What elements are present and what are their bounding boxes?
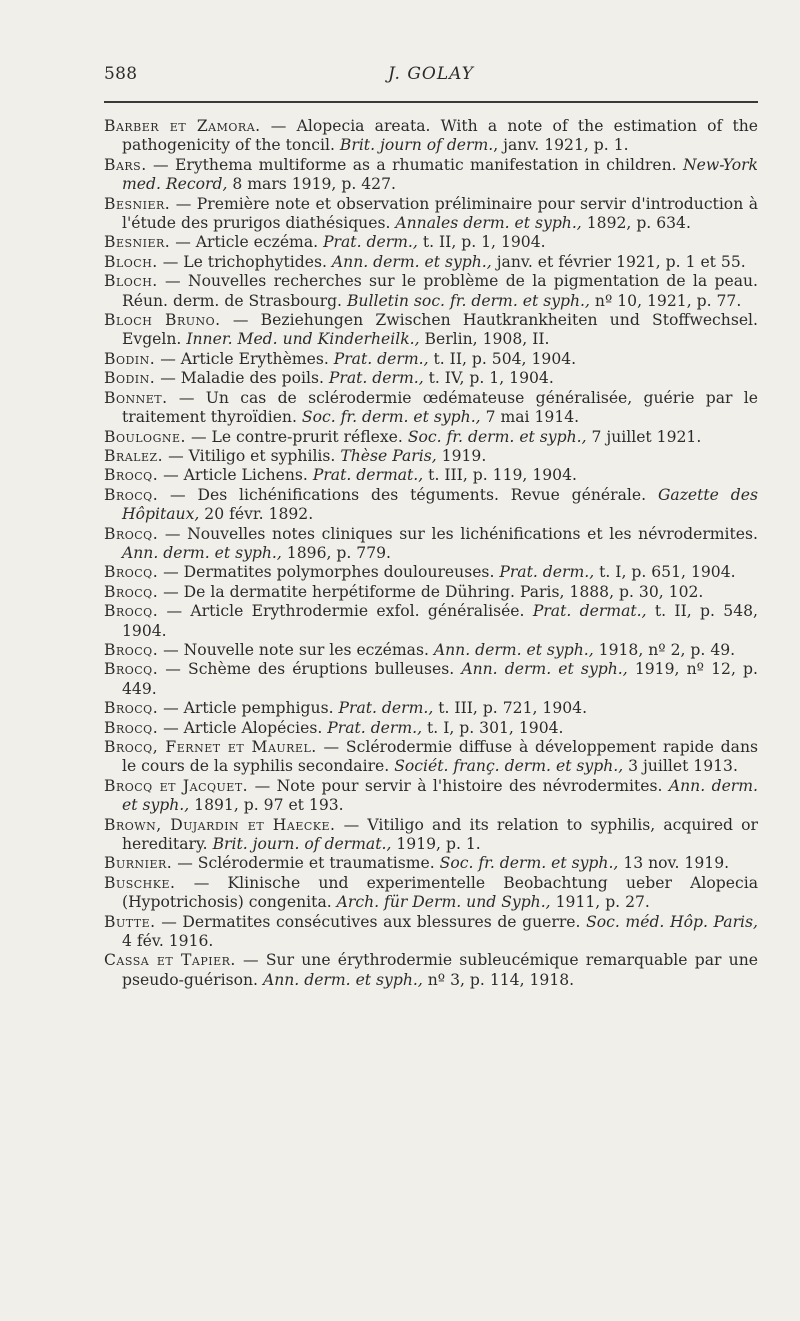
- entry-reference: 1919, nº 12, p. 449.: [122, 660, 758, 698]
- entry-title: — Un cas de sclérodermie œdémateuse généralisée, guérie par le traitement thyroïdien.: [122, 388, 758, 427]
- bibliography-entry: [104, 466, 758, 485]
- entry-journal: Thèse Paris,: [340, 446, 437, 465]
- entry-authors: Brocq, Fernet et Maurel.: [104, 738, 317, 756]
- bibliography-entry: [104, 699, 758, 718]
- entry-authors: Buschke.: [104, 873, 176, 892]
- entry-reference: t. II, p. 548, 1904.: [122, 602, 758, 640]
- bibliography-entry: [104, 777, 758, 816]
- entry-title: — Nouvelle note sur les eczémas.: [158, 640, 434, 659]
- entry-journal: Prat. derm.,: [328, 369, 424, 388]
- entry-journal: Soc. méd. Hôp. Paris,: [586, 912, 758, 931]
- bibliography-entry: [104, 563, 758, 582]
- entry-authors: Brocq.: [104, 699, 159, 718]
- entry-title: — Article Alopécies.: [158, 718, 328, 737]
- entry-reference: 20 févr. 1892.: [199, 505, 314, 524]
- page-header: [104, 64, 758, 90]
- entry-journal: New-York med. Record,: [122, 155, 758, 194]
- entry-journal: Ann. derm. et syph.,: [122, 543, 282, 562]
- entry-reference: 1892, p. 634.: [581, 214, 691, 233]
- entry-title: — Nouvelles recherches sur le problème de la pigmentation de la peau. Réun. derm. de Strasbourg.: [122, 272, 758, 310]
- entry-reference: 1896, p. 779.: [281, 543, 392, 562]
- entry-journal: Ann. derm. et syph.,: [433, 640, 594, 659]
- entry-reference: 1919, p. 1.: [391, 835, 481, 854]
- entry-title: — Des lichénifications des téguments. Revue générale.: [158, 485, 658, 504]
- entry-title: — Article Erythèmes.: [155, 349, 334, 368]
- bibliography-entry: [104, 369, 758, 388]
- entry-title: — Vitiligo and its relation to syphilis, acquired or hereditary.: [122, 815, 758, 854]
- entry-journal: Bulletin soc. fr. derm. et syph.,: [346, 291, 590, 310]
- entry-authors: Brown, Dujardin et Haecke.: [104, 815, 336, 834]
- header-rule: [104, 101, 758, 103]
- entry-title: — Première note et observation préliminaire pour servir d'introduction à l'étude des prurigos diathésiques.: [122, 194, 758, 233]
- entry-title: — Article eczéma.: [170, 233, 324, 252]
- entry-journal: Prat. dermat.,: [312, 466, 424, 485]
- entry-reference: 1891, p. 97 et 193.: [189, 796, 344, 815]
- entry-reference: 3 juillet 1913.: [623, 757, 738, 776]
- entry-title: — Sclérodermie diffuse à développement rapide dans le cours de la syphilis secondaire.: [122, 738, 758, 776]
- bibliography-list: [104, 117, 758, 990]
- entry-journal: Prat. derm.,: [333, 349, 429, 368]
- bibliography-entry: [104, 660, 758, 699]
- entry-reference: 7 mai 1914.: [480, 408, 580, 427]
- entry-journal: Brit. journ of derm.: [339, 136, 494, 155]
- entry-journal: Prat. derm.,: [327, 718, 423, 737]
- entry-journal: Brit. journ. of dermat.,: [212, 835, 392, 854]
- entry-reference: 4 fév. 1916.: [122, 932, 214, 951]
- entry-journal: Ann. derm. et syph.,: [461, 660, 628, 679]
- entry-authors: Bloch.: [104, 272, 158, 291]
- entry-authors: Bonnet.: [104, 388, 168, 407]
- entry-reference: 13 nov. 1919.: [618, 854, 730, 873]
- entry-title: — Article pemphigus.: [158, 699, 339, 718]
- entry-reference: t. III, p. 721, 1904.: [433, 699, 588, 718]
- entry-title: — Le trichophytides.: [157, 252, 332, 271]
- entry-authors: Brocq.: [104, 563, 159, 582]
- bibliography-entry: [104, 602, 758, 641]
- entry-reference: 7 juillet 1921.: [586, 427, 702, 446]
- bibliography-entry: [104, 428, 758, 447]
- entry-journal: Ann. derm. et syph.,: [122, 776, 758, 815]
- entry-title: — Maladie des poils.: [155, 369, 329, 388]
- entry-authors: Brocq.: [104, 466, 159, 485]
- entry-journal: Soc. fr. derm. et syph.,: [301, 408, 481, 427]
- entry-authors: Brocq.: [104, 602, 159, 621]
- entry-reference: t. II, p. 1, 1904.: [417, 233, 546, 252]
- entry-title: — De la dermatite herpétiforme de Dühring. Paris, 1888, p. 30, 102.: [158, 582, 704, 601]
- entry-journal: Ann. derm. et syph.,: [262, 970, 423, 989]
- bibliography-entry: [104, 951, 758, 990]
- entry-authors: Brocq.: [104, 582, 159, 601]
- entry-authors: Cassa et Tapier.: [104, 951, 236, 970]
- entry-title: — Vitiligo et syphilis.: [163, 446, 341, 465]
- running-head: J. GOLAY: [388, 64, 474, 84]
- bibliography-entry: [104, 913, 758, 952]
- entry-authors: Besnier.: [104, 194, 171, 213]
- bibliography-entry: [104, 854, 758, 873]
- entry-journal: Prat. derm.,: [499, 563, 595, 582]
- bibliography-entry: [104, 583, 758, 602]
- entry-reference: nº 10, 1921, p. 77.: [589, 291, 742, 310]
- bibliography-entry: [104, 253, 758, 272]
- entry-authors: Brocq.: [104, 718, 159, 737]
- entry-title: — Note pour servir à l'histoire des névrodermites.: [248, 776, 669, 795]
- entry-journal: Arch. für Derm. und Syph.,: [336, 893, 551, 912]
- bibliography-entry: [104, 233, 758, 252]
- page-number: 588: [104, 64, 138, 84]
- entry-reference: Berlin, 1908, II.: [419, 330, 550, 349]
- entry-authors: Brocq et Jacquet.: [104, 776, 249, 795]
- bibliography-entry: [104, 311, 758, 350]
- bibliography-entry: [104, 816, 758, 855]
- entry-authors: Bloch.: [104, 252, 158, 271]
- entry-title: — Alopecia areata. With a note of the estimation of the pathogenicity of the toncil.: [122, 117, 759, 155]
- entry-title: — Le contre-prurit réflexe.: [185, 427, 408, 446]
- entry-journal: Prat. dermat.,: [532, 602, 647, 621]
- entry-authors: Boulogne.: [104, 427, 186, 446]
- entry-authors: Barber et Zamora.: [104, 117, 261, 135]
- bibliography-entry: [104, 195, 758, 234]
- entry-reference: 1918, nº 2, p. 49.: [593, 640, 736, 659]
- entry-journal: Annales derm. et syph.,: [395, 214, 582, 233]
- bibliography-entry: [104, 350, 758, 369]
- entry-authors: Bodin.: [104, 369, 156, 388]
- entry-authors: Brocq.: [104, 524, 159, 543]
- entry-reference: nº 3, p. 114, 1918.: [422, 970, 575, 989]
- entry-authors: Bloch Bruno.: [104, 311, 221, 330]
- entry-title: — Schème des éruptions bulleuses.: [158, 660, 462, 679]
- entry-authors: Brocq.: [104, 660, 159, 679]
- entry-authors: Bodin.: [104, 349, 156, 368]
- bibliography-entry: [104, 447, 758, 466]
- entry-reference: 1911, p. 27.: [550, 893, 650, 912]
- bibliography-entry: [104, 156, 758, 195]
- bibliography-entry: [104, 272, 758, 311]
- bibliography-entry: [104, 117, 758, 156]
- entry-reference: t. IV, p. 1, 1904.: [423, 369, 554, 388]
- entry-authors: Besnier.: [104, 233, 171, 252]
- entry-title: — Article Erythrodermie exfol. généralisée.: [158, 602, 533, 621]
- entry-authors: Brocq.: [104, 640, 159, 659]
- entry-reference: 1919.: [436, 446, 487, 465]
- entry-authors: Bars.: [104, 155, 147, 174]
- entry-title: — Dermatites consécutives aux blessures de guerre.: [155, 912, 587, 931]
- bibliography-entry: [104, 738, 758, 777]
- entry-reference: t. I, p. 651, 1904.: [594, 563, 736, 582]
- entry-title: — Sclérodermie et traumatisme.: [172, 854, 440, 873]
- entry-reference: , janv. 1921, p. 1.: [493, 136, 629, 155]
- entry-authors: Butte.: [104, 912, 156, 931]
- entry-title: — Dermatites polymorphes douloureuses.: [158, 563, 500, 582]
- bibliography-entry: [104, 525, 758, 564]
- entry-journal: Soc. fr. derm. et syph.,: [439, 854, 619, 873]
- entry-title: — Sur une érythrodermie subleucémique remarquable par une pseudo-guérison.: [122, 951, 758, 989]
- bibliography-entry: [104, 486, 758, 525]
- entry-journal: Gazette des Hôpitaux,: [122, 485, 758, 524]
- entry-title: — Klinische und experimentelle Beobachtung ueber Alopecia (Hypotrichosis) congenita.: [122, 873, 758, 912]
- entry-reference: t. I, p. 301, 1904.: [422, 718, 564, 737]
- bibliography-entry: [104, 389, 758, 428]
- entry-reference: t. III, p. 119, 1904.: [423, 466, 577, 485]
- entry-reference: t. II, p. 504, 1904.: [428, 349, 577, 368]
- entry-title: — Beziehungen Zwischen Hautkrankheiten und Stoffwechsel. Evgeln.: [122, 311, 758, 349]
- entry-authors: Burnier.: [104, 854, 173, 873]
- entry-authors: Bralez.: [104, 446, 164, 465]
- entry-reference: janv. et février 1921, p. 1 et 55.: [491, 252, 746, 271]
- entry-journal: Inner. Med. und Kinderheilk.,: [186, 330, 420, 349]
- entry-journal: Prat. derm.,: [338, 699, 434, 718]
- entry-title: — Erythema multiforme as a rhumatic manifestation in children.: [146, 155, 683, 174]
- entry-title: — Nouvelles notes cliniques sur les lichénifications et les névrodermites.: [158, 524, 758, 543]
- bibliography-entry: [104, 641, 758, 660]
- entry-journal: Soc. fr. derm. et syph.,: [407, 427, 587, 446]
- entry-journal: Sociét. franç. derm. et syph.,: [394, 757, 624, 776]
- entry-journal: Prat. derm.,: [323, 233, 418, 252]
- bibliography-entry: [104, 874, 758, 913]
- entry-reference: 8 mars 1919, p. 427.: [227, 175, 396, 194]
- entry-authors: Brocq.: [104, 485, 159, 504]
- bibliography-entry: [104, 719, 758, 738]
- entry-title: — Article Lichens.: [158, 466, 313, 485]
- entry-journal: Ann. derm. et syph.,: [331, 252, 492, 271]
